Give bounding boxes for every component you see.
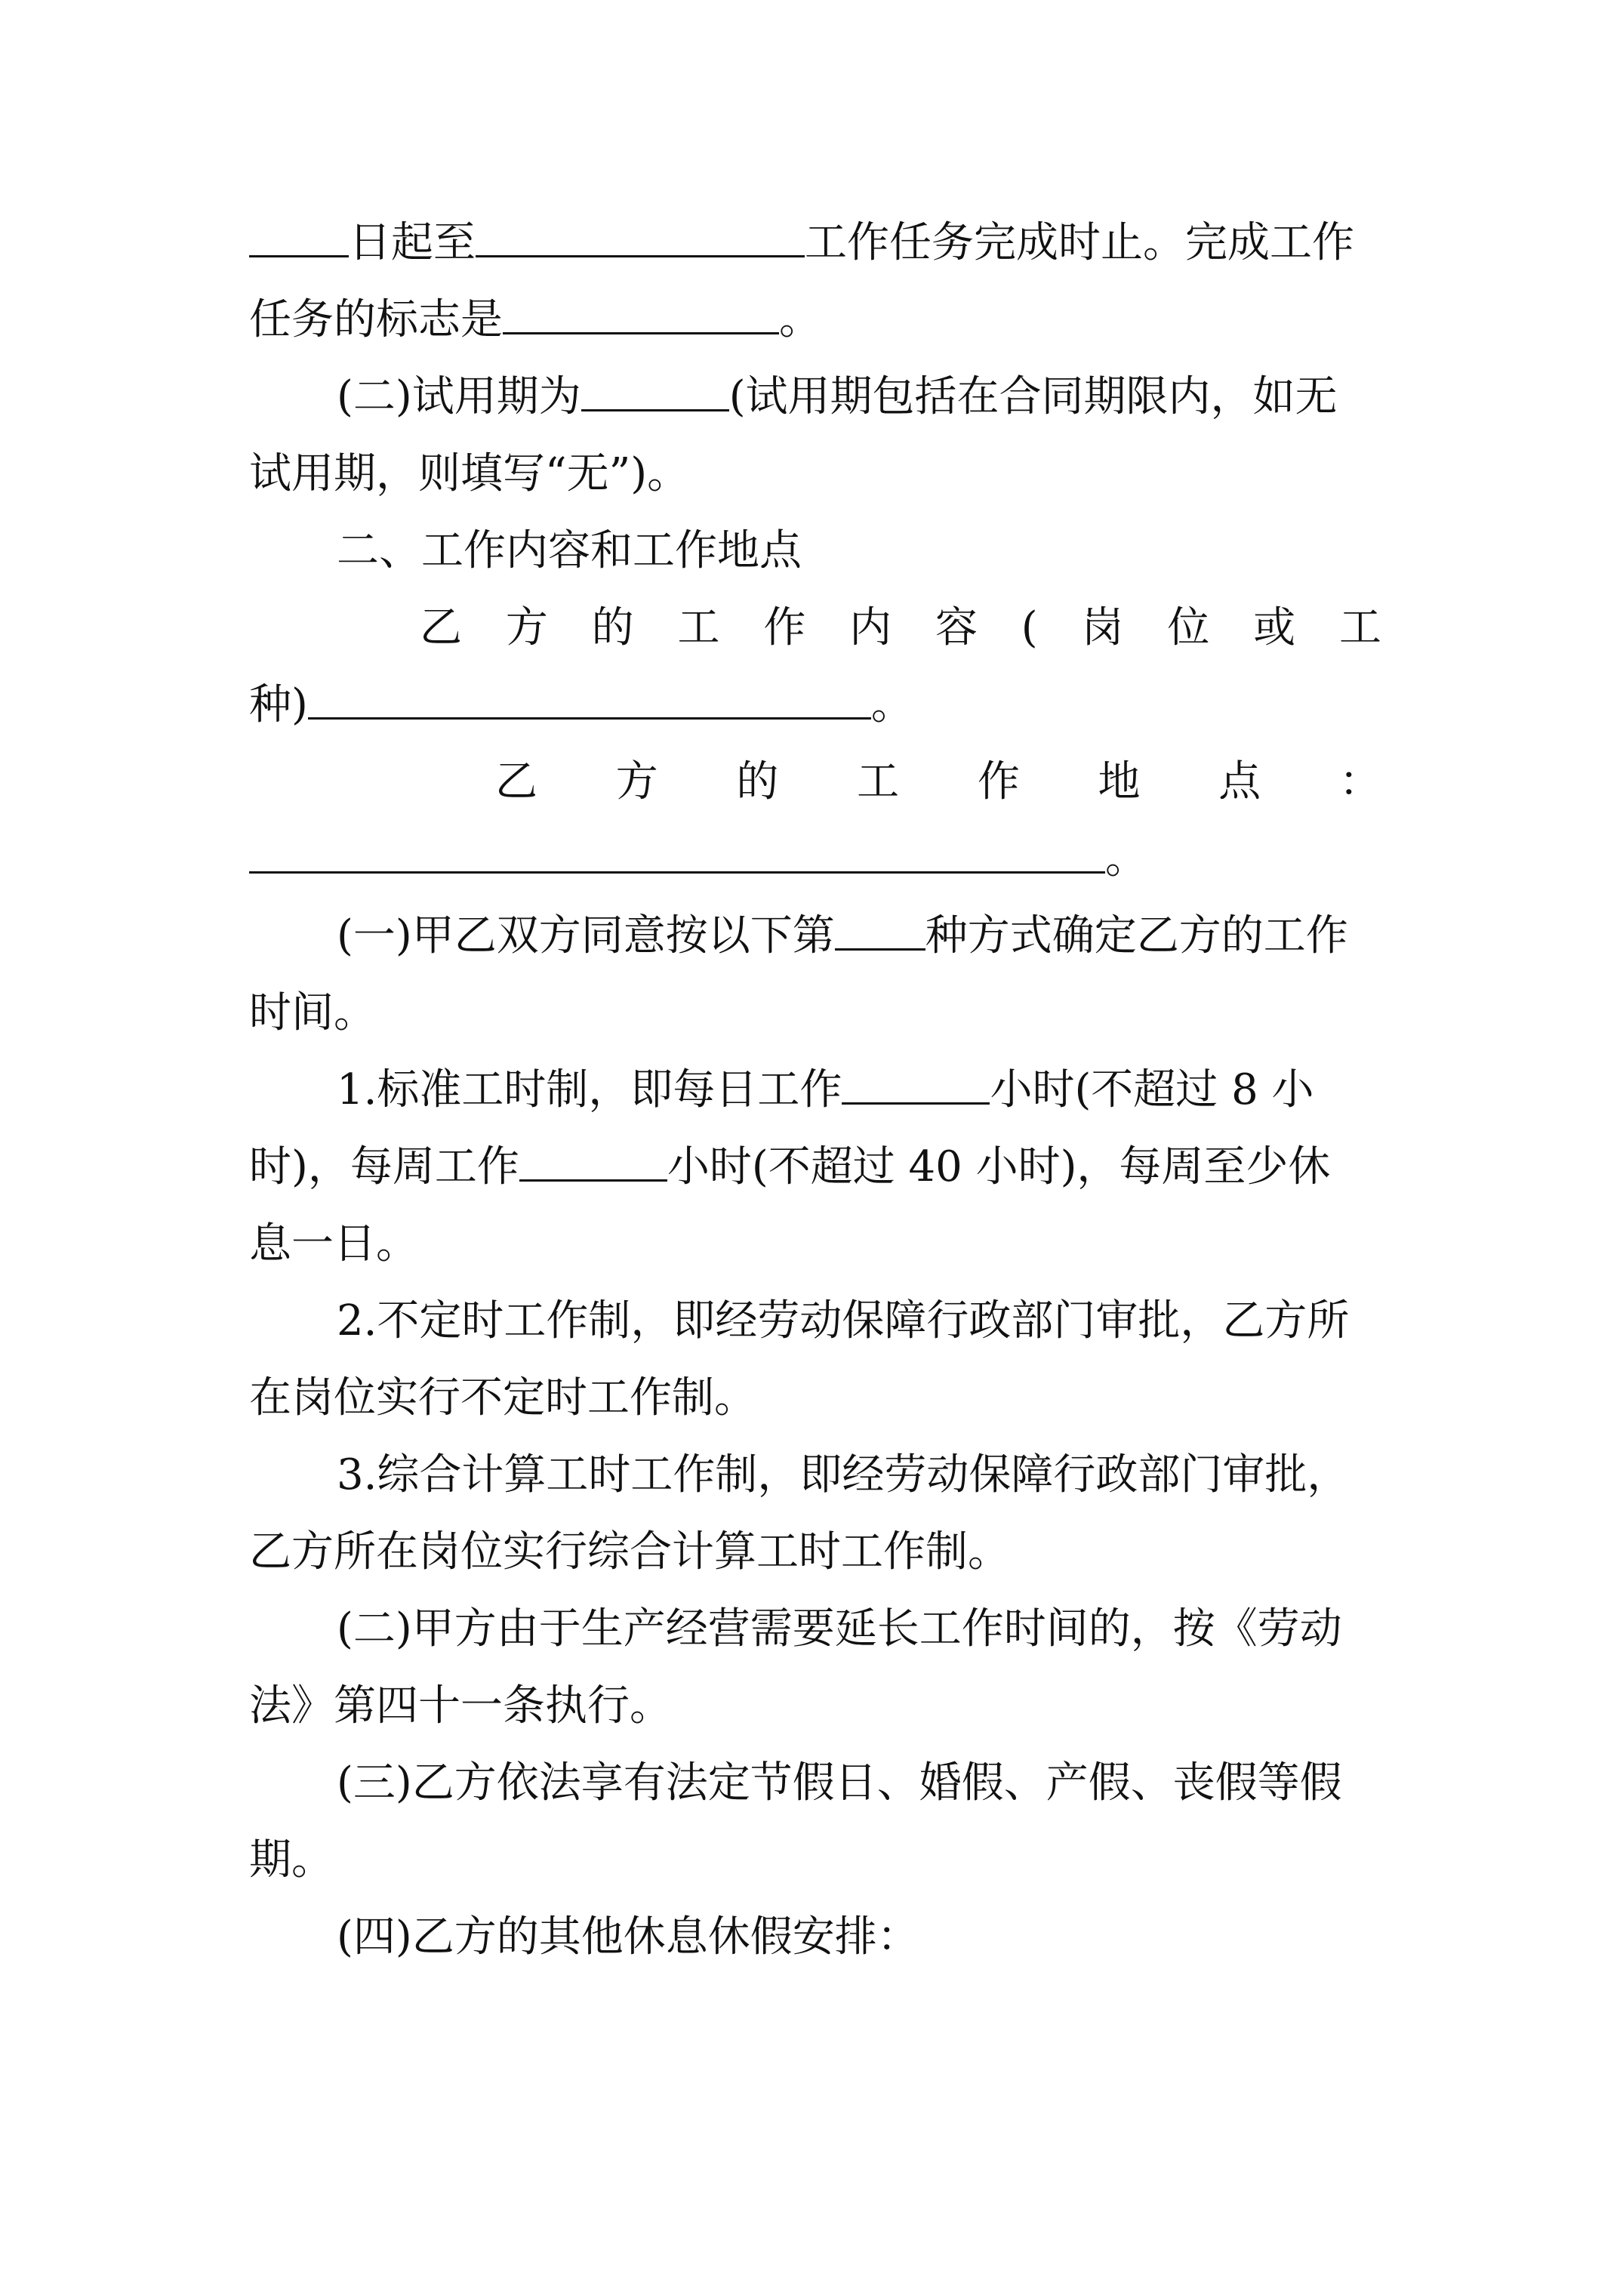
text-line [337, 359, 1381, 435]
text-segment: 时间。 [249, 988, 376, 1037]
char: 或 [1253, 603, 1296, 652]
fill-in-blank[interactable] [476, 205, 805, 257]
text-line [337, 1052, 1381, 1128]
text-segment: (三)乙方依法享有法定节假日、婚假、产假、丧假等假 [337, 1758, 1342, 1808]
text-segment: 。 [870, 680, 913, 729]
text-segment: 小时(不超过 40 小时)，每周至少休 [667, 1142, 1331, 1191]
text-line [249, 205, 1381, 281]
text-segment: 二、工作内容和工作地点 [337, 526, 802, 575]
text-segment: 时)，每周工作 [249, 1142, 519, 1191]
text-segment: (四)乙方的其他休息休假安排： [337, 1912, 919, 1962]
fill-in-blank[interactable] [308, 667, 871, 720]
text-segment: 法》第四十一条执行。 [249, 1681, 672, 1730]
text-segment: 3.综合计算工时工作制，即经劳动保障行政部门审批， [337, 1450, 1350, 1499]
text-segment: 工作任务完成时止。完成工作 [805, 218, 1354, 267]
char: 位 [1167, 603, 1210, 652]
text-segment: (二)甲方由于生产经营需要延长工作时间的，按《劳动 [337, 1604, 1342, 1653]
text-line [249, 436, 1381, 512]
text-segment: 任务的标志是 [249, 295, 503, 344]
fill-in-blank[interactable] [835, 898, 925, 951]
text-line [249, 821, 1381, 897]
fill-in-blank[interactable] [503, 282, 779, 334]
text-line [249, 1515, 1381, 1590]
char: 岗 [1081, 603, 1124, 652]
text-segment: 乙方所在岗位实行综合计算工时工作制。 [249, 1527, 1010, 1576]
char: 点 [1218, 757, 1261, 806]
char: ： [1338, 757, 1381, 806]
text-line [249, 667, 1381, 743]
text-line [249, 1823, 1381, 1898]
text-line [420, 590, 1381, 666]
text-segment: 种) [249, 680, 308, 729]
text-segment: (试用期包括在合同期限内，如无 [728, 372, 1338, 421]
fill-in-blank[interactable] [249, 821, 1105, 874]
text-segment: 1.标准工时制，即每日工作 [337, 1065, 842, 1114]
char: 作 [763, 603, 806, 652]
text-line [337, 1900, 1381, 1975]
char: 的 [591, 603, 634, 652]
fill-in-blank[interactable] [581, 359, 729, 411]
text-line [249, 1361, 1381, 1436]
char: 方 [615, 757, 658, 806]
char: 方 [505, 603, 548, 652]
text-segment: (一)甲乙双方同意按以下第 [337, 911, 835, 960]
text-segment: 小时(不超过 8 小 [990, 1065, 1314, 1114]
fill-in-blank[interactable] [519, 1130, 667, 1182]
char: 容 [935, 603, 978, 652]
char: 工 [857, 757, 900, 806]
char: 内 [849, 603, 892, 652]
text-segment: 日起至 [349, 218, 476, 267]
char: 作 [977, 757, 1020, 806]
text-segment: (二)试用期为 [337, 372, 581, 421]
text-line [337, 1438, 1381, 1513]
text-line [249, 282, 1381, 358]
text-segment: 息一日。 [249, 1219, 418, 1268]
char: 地 [1098, 757, 1141, 806]
text-segment: 。 [1105, 834, 1147, 883]
text-line [249, 1207, 1381, 1282]
fill-in-blank[interactable] [249, 205, 349, 257]
text-segment: 种方式确定乙方的工作 [925, 911, 1348, 960]
char: 工 [677, 603, 720, 652]
char: ( [1021, 603, 1038, 652]
text-line [495, 744, 1381, 820]
text-line [249, 1669, 1381, 1744]
char: 工 [1338, 603, 1381, 652]
text-line [249, 975, 1381, 1051]
char: 乙 [420, 603, 462, 652]
text-segment: 在岗位实行不定时工作制。 [249, 1373, 756, 1422]
section-heading [337, 513, 1381, 589]
text-line [249, 1130, 1381, 1205]
text-segment: 期。 [249, 1835, 334, 1885]
text-line [337, 898, 1381, 974]
fill-in-blank[interactable] [842, 1052, 990, 1105]
text-segment: 。 [779, 295, 821, 344]
text-line [337, 1592, 1381, 1667]
text-segment: 2.不定时工作制，即经劳动保障行政部门审批，乙方所 [337, 1296, 1350, 1345]
text-line [337, 1284, 1381, 1359]
text-segment: 试用期，则填写“无”)。 [249, 449, 690, 498]
char: 的 [736, 757, 779, 806]
text-line [337, 1746, 1381, 1821]
char: 乙 [495, 757, 537, 806]
